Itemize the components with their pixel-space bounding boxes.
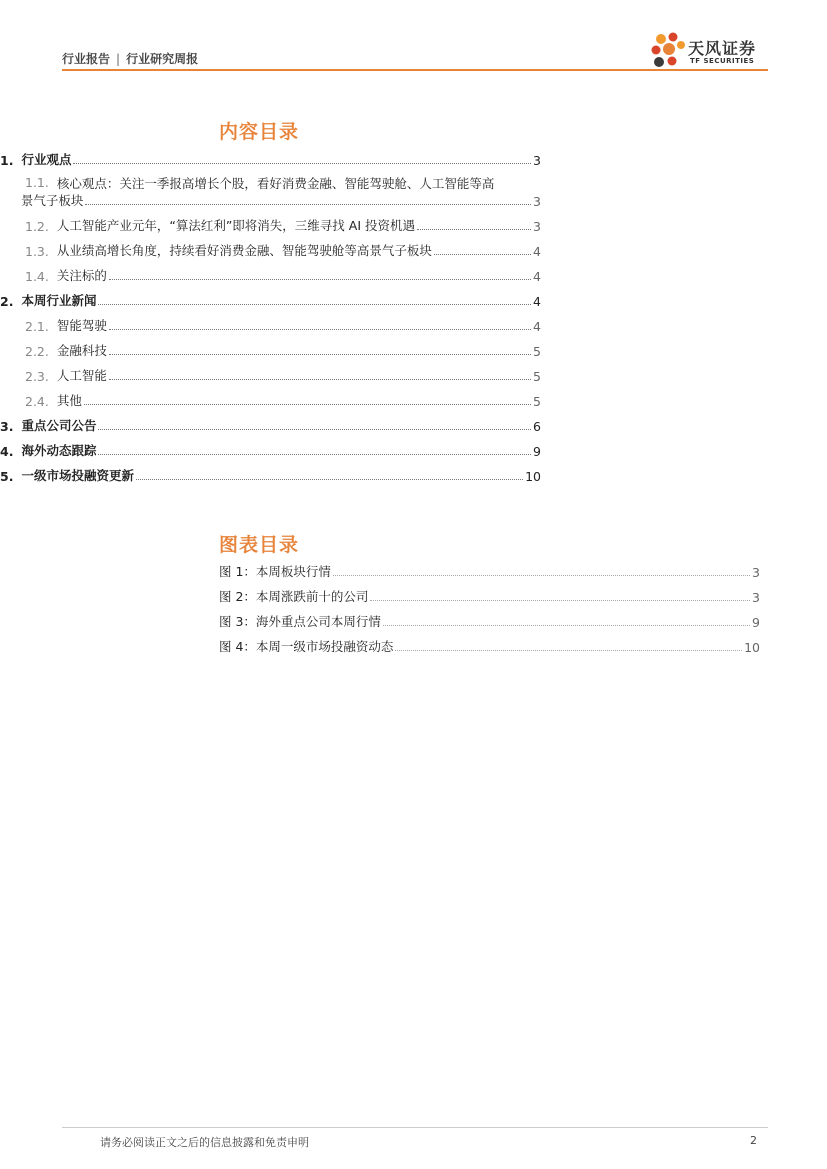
toc-page: 3 [533, 194, 541, 209]
toc-title-text: 海外动态跟踪 [21, 443, 97, 458]
toc-second-line [21, 192, 541, 209]
toc-leader [109, 279, 531, 280]
toc-page: 10 [525, 469, 541, 484]
toc-leader [98, 429, 531, 430]
toc-item-1-4[interactable] [25, 266, 541, 284]
figures-title: 图表目录 [219, 534, 300, 556]
toc-leader [136, 479, 523, 480]
figure-label: 图 2：本周涨跌前十的公司 [219, 589, 369, 604]
figure-item-2[interactable] [219, 587, 760, 605]
logo-chinese-name: 天风证券 [688, 39, 757, 58]
toc-title-text: 金融科技 [56, 343, 107, 358]
toc-number: 1.2. [25, 219, 49, 234]
toc-page: 4 [533, 294, 541, 309]
toc-page: 9 [533, 444, 541, 459]
toc-item-5[interactable] [0, 466, 541, 484]
toc-page: 5 [533, 344, 541, 359]
toc-title-text-line1: 核心观点：关注一季报高增长个股，看好消费金融、智能驾驶舱、人工智能等高 [56, 176, 495, 191]
figure-leader [383, 625, 750, 626]
toc-title-text-line2: 景气子板块 [20, 193, 84, 208]
figure-label: 图 1：本周板块行情 [219, 564, 331, 579]
toc-item-1[interactable] [0, 150, 541, 168]
toc-title-text: 一级市场投融资更新 [21, 468, 134, 483]
toc-leader [98, 454, 531, 455]
toc-item-2-4[interactable] [25, 391, 541, 409]
toc-leader [109, 354, 531, 355]
toc-item-1-3[interactable] [25, 241, 541, 259]
header-separator: | [116, 51, 121, 66]
toc-leader [85, 204, 531, 205]
toc-title: 内容目录 [219, 121, 300, 143]
figure-leader [333, 575, 750, 576]
figure-item-4[interactable] [219, 637, 760, 655]
toc-number: 2.3. [25, 369, 49, 384]
toc-item-1-2[interactable] [25, 216, 541, 234]
toc-number: 2.2. [25, 344, 49, 359]
toc-title-text: 行业观点 [21, 152, 72, 167]
toc-item-3[interactable] [0, 416, 541, 434]
logo-mark-icon [650, 30, 690, 72]
toc-page: 5 [533, 369, 541, 384]
footer-disclaimer: 请务必阅读正文之后的信息披露和免责申明 [100, 1136, 309, 1149]
toc-number: 1.1. [25, 175, 49, 190]
figure-item-1[interactable] [219, 562, 760, 580]
toc-title-text: 其他 [56, 393, 82, 408]
toc-leader [73, 163, 531, 164]
figure-item-3[interactable] [219, 612, 760, 630]
toc-item-1-1[interactable] [20, 175, 541, 209]
footer-divider [62, 1127, 768, 1128]
figure-page: 3 [752, 590, 760, 605]
logo-english-name: TF SECURITIES [690, 57, 755, 65]
toc-number: 1.3. [25, 244, 49, 259]
figure-page: 9 [752, 615, 760, 630]
toc-number: 2.1. [25, 319, 49, 334]
header-divider [62, 69, 768, 71]
toc-item-2[interactable] [0, 291, 541, 309]
toc-title-text: 从业绩高增长角度，持续看好消费金融、智能驾驶舱等高景气子板块 [56, 243, 432, 258]
toc-title-text: 关注标的 [56, 268, 107, 283]
toc-leader [84, 404, 531, 405]
toc-item-4[interactable] [0, 441, 541, 459]
toc-leader [109, 379, 531, 380]
figure-leader [370, 600, 750, 601]
toc-title-text: 人工智能 [56, 368, 107, 383]
toc-page: 3 [533, 153, 541, 168]
toc-page: 6 [533, 419, 541, 434]
toc-number: 5. [0, 469, 14, 484]
header-category: 行业报告 [62, 52, 111, 66]
toc-page: 5 [533, 394, 541, 409]
toc-page: 3 [533, 219, 541, 234]
company-logo [650, 30, 768, 70]
toc-leader [98, 304, 531, 305]
toc-title-text: 智能驾驶 [56, 318, 107, 333]
figure-leader [395, 650, 742, 651]
footer-page-number: 2 [750, 1134, 757, 1147]
figure-page: 3 [752, 565, 760, 580]
toc-item-2-1[interactable] [25, 316, 541, 334]
toc-number: 1.4. [25, 269, 49, 284]
figure-page: 10 [744, 640, 760, 655]
toc-leader [434, 254, 531, 255]
toc-page: 4 [533, 269, 541, 284]
toc-title-text: 本周行业新闻 [21, 293, 97, 308]
toc-page: 4 [533, 244, 541, 259]
toc-number: 4. [0, 444, 14, 459]
toc-item-2-2[interactable] [25, 341, 541, 359]
figure-label: 图 3：海外重点公司本周行情 [219, 614, 381, 629]
toc-leader [109, 329, 531, 330]
figure-label: 图 4：本周一级市场投融资动态 [219, 639, 394, 654]
header-subcategory: 行业研究周报 [126, 52, 199, 66]
toc-number: 3. [0, 419, 14, 434]
toc-item-2-3[interactable] [25, 366, 541, 384]
header-breadcrumb [62, 50, 198, 67]
toc-title-text: 人工智能产业元年，“算法红利”即将消失，三维寻找 AI 投资机遇 [56, 218, 415, 233]
toc-number: 1. [0, 153, 14, 168]
toc-page: 4 [533, 319, 541, 334]
toc-number: 2.4. [25, 394, 49, 409]
toc-leader [417, 229, 531, 230]
toc-title-text: 重点公司公告 [21, 418, 97, 433]
toc-number: 2. [0, 294, 14, 309]
